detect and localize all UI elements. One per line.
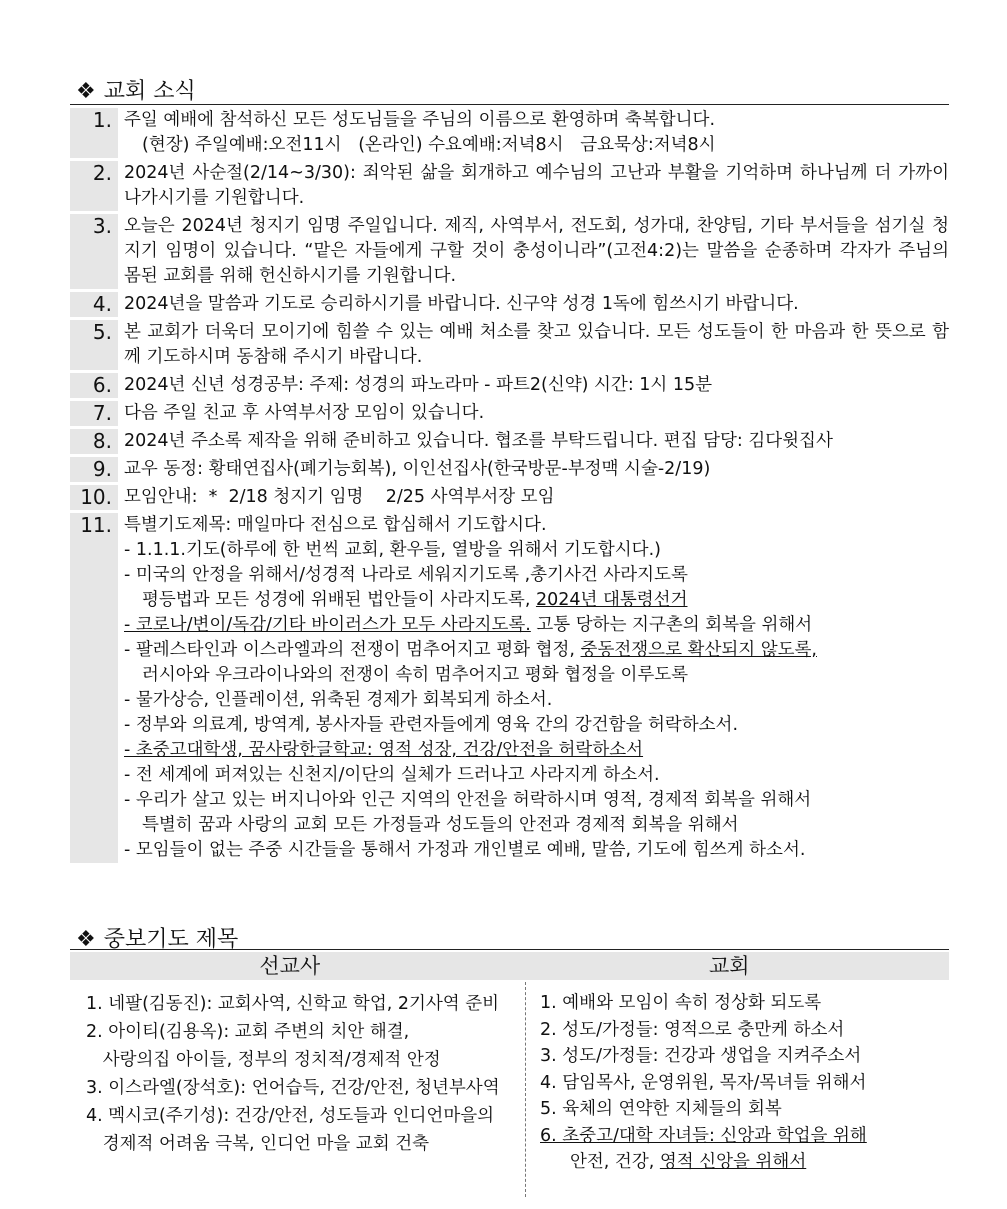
list-item: 안전, 건강, 영적 신앙을 위해서 xyxy=(570,1152,807,1172)
list-item: 5. 육체의 연약한 지체들의 회복 xyxy=(540,1099,782,1119)
news-divider xyxy=(70,104,949,105)
list-item: 4. 2024년을 말씀과 기도로 승리하시기를 바랍니다. 신구약 성경 1독에 힘쓰시기 바랍니다. xyxy=(70,292,949,317)
list-item-prayer-requests: 11. 특별기도제목: 매일마다 전심으로 합심해서 기도합시다. - 1.1.1.기도(하루에 한 번씩 교회, 환우들, 열방을 위해서 기도합시다.) - 미국의 안정을 위해서/성경적 나라로 세워지기도록 ,총기사건 사라지도록 평등법과 모든 성경에 위배된 법안들이 사라지도록, 2024년 대통령선거 - 코로나/변이/독감/기타 바이러스가 모두 사라지도록. 고통 당하는 지구촌의 회복을 위해서 - 팔레스타인과 이스라엘과의 전쟁이 멈추어지고 평화 협정, 중동전쟁으로 확산되지 않도록, 러시아와 우크라이나와의 전쟁이 속히 멈추어지고 평화 협정을 이루도록 - 물가상승, 인플레이션, 위축된 경제가 회복되게 하소서. - 정부와 의료계, 방역계, 봉사자들 관련자들에게 영육 간의 강건함을 허락하소서. - 초중고대학생, 꿈사랑한글학교: 영적 성장, 건강/안전을 허락하소서 - 전 세계에 퍼져있는 신천지/이단의 실체가 드러나고 사라지게 하소서. - 우리가 살고 있는 버지니아와 인근 지역의 안전을 허락하시며 영적, 경제적 회복을 위해서 특별히 꿈과 사랑의 교회 모든 가정들과 성도들의 안전과 경제적 회복을 위해서 - 모임들이 없는 주중 시간들을 통해서 가정과 개인별로 예배, 말씀, 기도에 힘쓰게 하소서. xyxy=(70,513,949,863)
list-item: 5. 본 교회가 더욱더 모이기에 힘쓸 수 있는 예배 처소를 찾고 있습니다. 모든 성도들이 한 마음과 한 뜻으로 함께 기도하시며 동참해 주시기 바랍니다. xyxy=(70,320,949,370)
missionary-list xyxy=(86,990,518,1158)
list-item: 3. 이스라엘(장석호): 언어습득, 건강/안전, 청년부사역 xyxy=(86,1078,500,1098)
list-item: 2. 2024년 사순절(2/14~3/30): 죄악된 삶을 회개하고 예수님의 고난과 부활을 기억하며 하나님께 더 가까이 나가시기를 기원합니다. xyxy=(70,161,949,211)
list-item: 6. 초중고/대학 자녀들: 신앙과 학업을 위해 xyxy=(540,1125,867,1146)
column-divider xyxy=(525,982,526,1197)
prayer-divider xyxy=(70,949,949,950)
news-list xyxy=(70,108,949,866)
church-list xyxy=(540,990,940,1176)
list-item: 4. 멕시코(주기성): 건강/안전, 성도들과 인디언마을의 xyxy=(86,1106,495,1126)
news-section-title: ❖ 교회 소식 xyxy=(76,79,196,104)
list-item: 10. 모임안내: * 2/18 청지기 임명 2/25 사역부서장 모임 xyxy=(70,485,949,510)
list-item: 2. 아이티(김용옥): 교회 주변의 치안 해결, xyxy=(86,1022,410,1042)
list-item: 1. 주일 예배에 참석하신 모든 성도님들을 주님의 이름으로 환영하며 축복합니다. (현장) 주일예배:오전11시 (온라인) 수요예배:저녁8시 금요묵상:저녁8시 xyxy=(70,108,949,158)
list-item: 3. 오늘은 2024년 청지기 임명 주일입니다. 제직, 사역부서, 전도회, 성가대, 찬양팀, 기타 부서들을 섬기실 청지기 임명이 있습니다. “맡은 자들에게 구할 것이 충성이니라”(고전4:2)는 말씀을 순종하며 각자가 주님의 몸된 교회를 위해 헌신하시기를 기원합니다. xyxy=(70,214,949,289)
list-item: 9. 교우 동정: 황태연집사(폐기능회복), 이인선집사(한국방문-부정맥 시술-2/19) xyxy=(70,457,949,482)
list-item: 8. 2024년 주소록 제작을 위해 준비하고 있습니다. 협조를 부탁드립니다. 편집 담당: 김다윗집사 xyxy=(70,429,949,454)
column-header-church: 교회 xyxy=(708,954,750,978)
column-header-missionaries: 선교사 xyxy=(259,954,321,978)
list-item: 1. 네팔(김동진): 교회사역, 신학교 학업, 2기사역 준비 xyxy=(86,994,500,1014)
prayer-table-header xyxy=(70,952,949,980)
list-item: 2. 성도/가정들: 영적으로 충만케 하소서 xyxy=(540,1019,845,1040)
prayer-section-title: ❖ 중보기도 제목 xyxy=(76,927,239,952)
list-item: 6. 2024년 신년 성경공부: 주제: 성경의 파노라마 - 파트2(신약) 시간: 1시 15분 xyxy=(70,373,949,398)
diamond-marker-icon: ❖ xyxy=(76,79,96,104)
list-item: 사랑의집 아이들, 정부의 정치적/경제적 안정 xyxy=(86,1050,441,1070)
list-item: 1. 예배와 모임이 속히 정상화 되도록 xyxy=(540,993,822,1013)
list-item: 3. 성도/가정들: 건강과 생업을 지켜주소서 xyxy=(540,1046,862,1066)
list-item: 4. 담임목사, 운영위원, 목자/목녀들 위해서 xyxy=(540,1072,867,1093)
diamond-marker-icon: ❖ xyxy=(76,927,96,952)
list-item: 경제적 어려움 극복, 인디언 마을 교회 건축 xyxy=(86,1134,430,1154)
list-item: 7. 다음 주일 친교 후 사역부서장 모임이 있습니다. xyxy=(70,401,949,426)
